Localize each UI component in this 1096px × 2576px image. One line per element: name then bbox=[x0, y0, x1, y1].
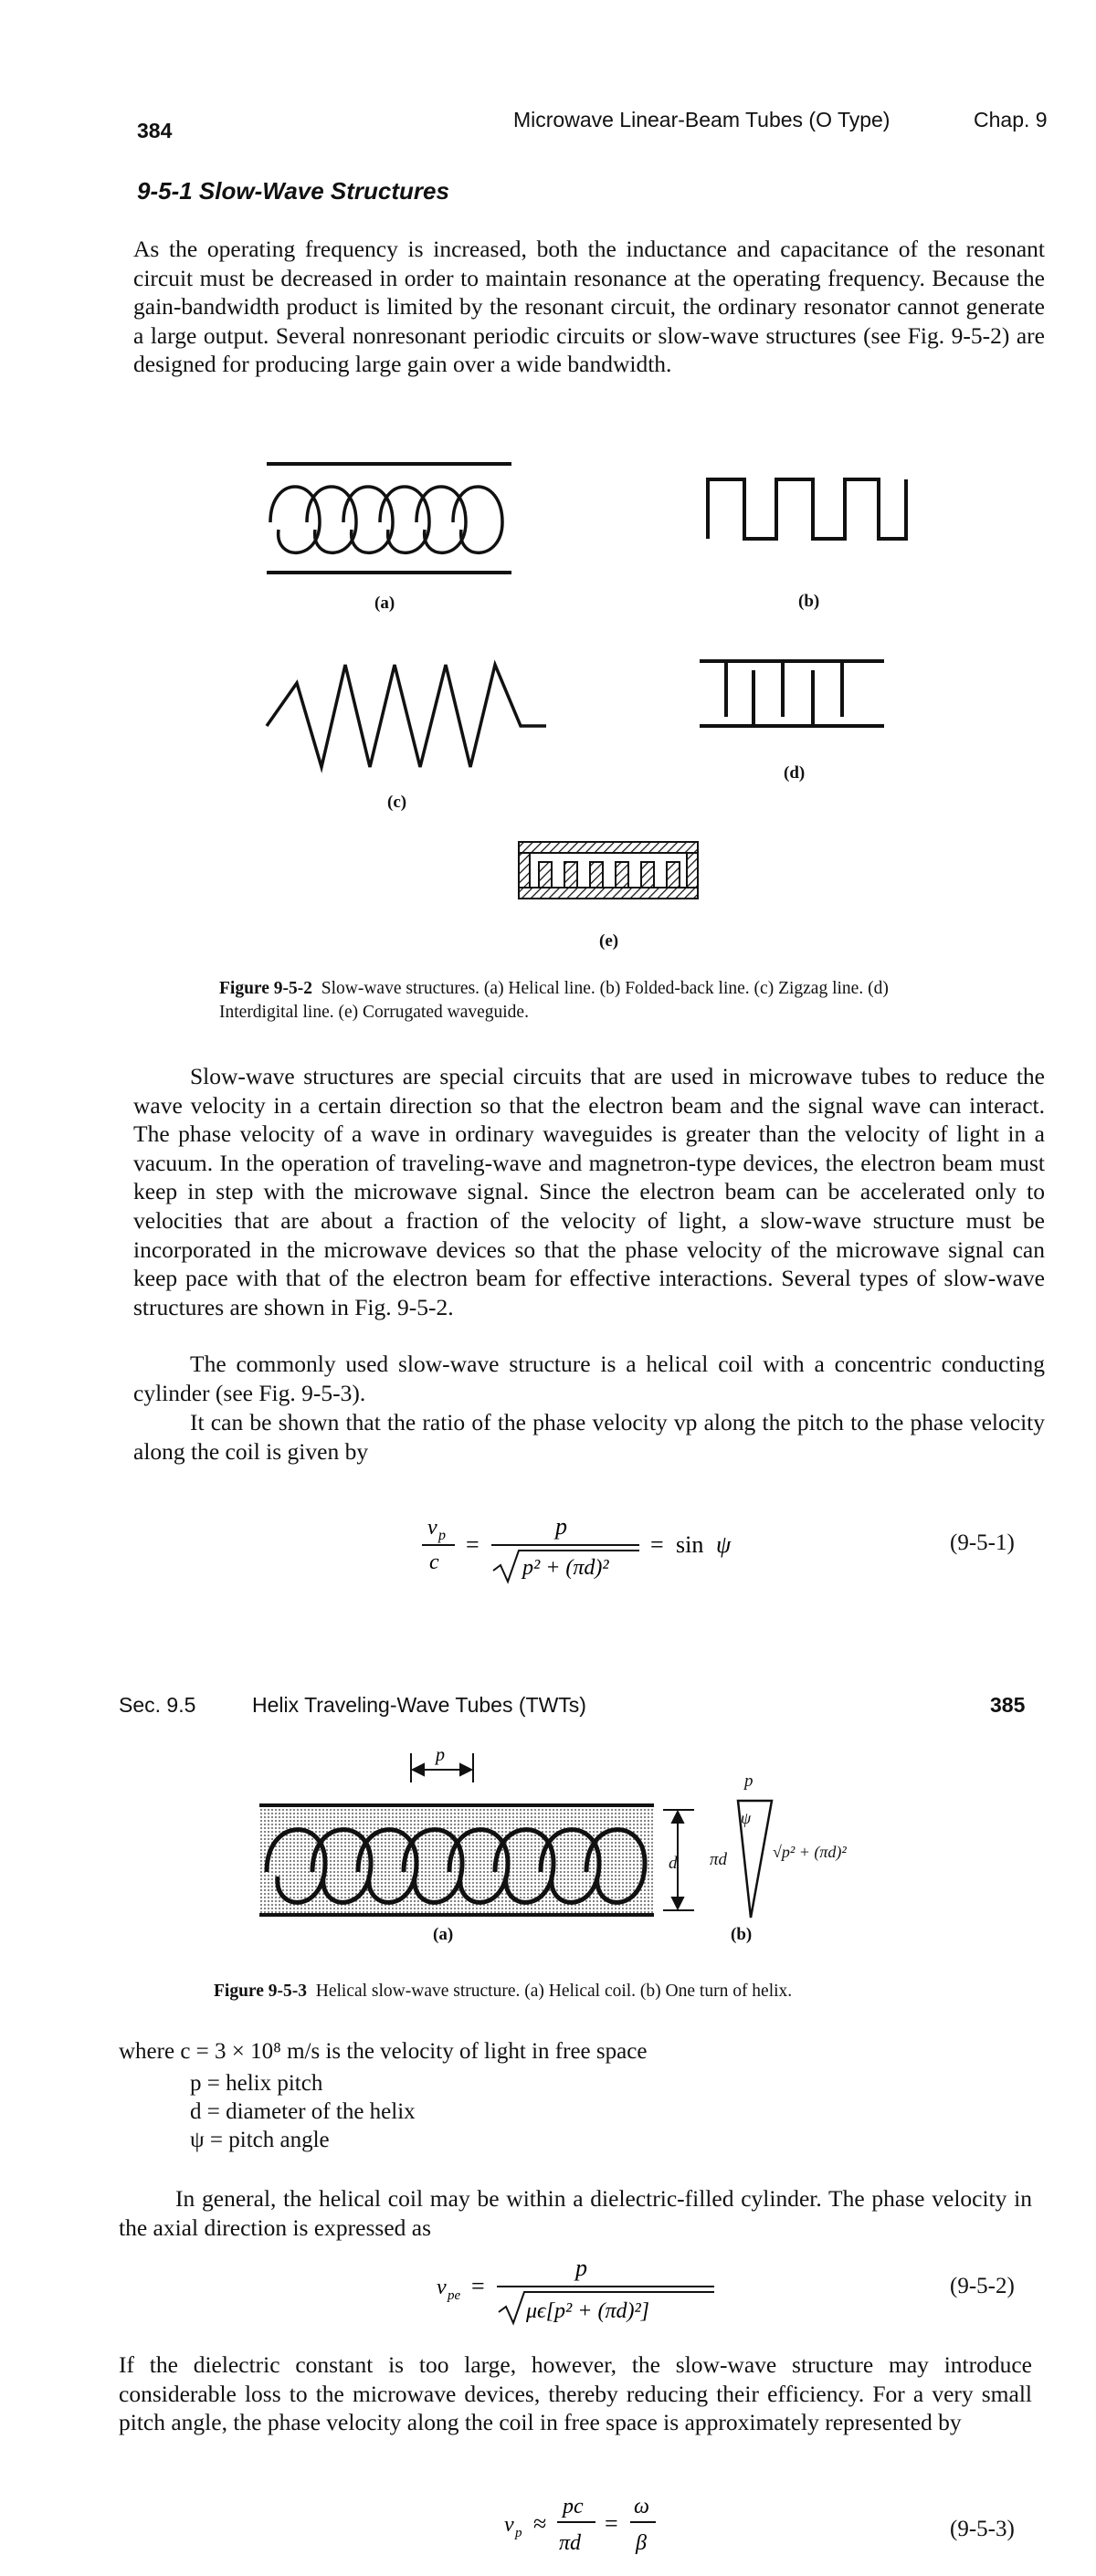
chapter-label: Chap. 9 bbox=[974, 108, 1048, 131]
where-line: where c = 3 × 10⁸ m/s is the velocity of light in free space bbox=[119, 2039, 648, 2064]
svg-text:=: = bbox=[605, 2510, 618, 2537]
svg-text:≈: ≈ bbox=[533, 2510, 547, 2537]
pitch-angle-label: ψ bbox=[741, 1809, 752, 1827]
caption-lead: Figure 9-5-2 bbox=[219, 979, 312, 998]
caption-lead-2: Figure 9-5-3 bbox=[214, 1982, 307, 2001]
figure-caption-2 bbox=[214, 1980, 999, 2003]
helical-line-drawing bbox=[267, 464, 511, 573]
diameter-label: d bbox=[669, 1854, 678, 1873]
triangle-circumference-label: πd bbox=[710, 1850, 728, 1869]
body-paragraph-1: Slow-wave structures are special circuits that are used in microwave tubes to reduce the wave velocity in a certain direction so that the electron beam and the signal wave can interact. The phase velocity of a wave in ordinary waveguides is greater than the velocity of light in a vacuum. In the operation of traveling-wave and magnetron-type devices, the electron beam must keep in step with the microwave signal. Since the electron beam can be accelerated only to velocities that are about a fraction of the velocity of light, a slow-wave structure must be incorporated in the microwave devices so that the phase velocity of the microwave signal can keep pace with that of the electron beam for effective interactions. Several types of slow-wave structures are shown in Fig. 9-5-2. bbox=[133, 1063, 1045, 1320]
running-title-2: Helix Traveling-Wave Tubes (TWTs) bbox=[252, 1693, 586, 1717]
svg-text:ω: ω bbox=[634, 2495, 649, 2518]
folded-back-line-drawing bbox=[708, 479, 906, 539]
svg-text:p: p bbox=[555, 1513, 567, 1540]
fig-label-d: (d) bbox=[784, 763, 806, 783]
section-label: Sec. 9.5 bbox=[119, 1693, 196, 1717]
equation-number-2: (9-5-2) bbox=[950, 2274, 1015, 2298]
section-heading: 9-5-1 Slow-Wave Structures bbox=[137, 177, 449, 205]
caption-text: Slow-wave structures. (a) Helical line. (b) Folded-back line. (c) Zigzag line. (d) Interdigital line. (e) Corrugated waveguide. bbox=[219, 979, 889, 1022]
svg-text:=: = bbox=[650, 1531, 664, 1558]
svg-text:β: β bbox=[636, 2531, 647, 2555]
svg-text:ψ: ψ bbox=[716, 1531, 732, 1558]
body-paragraph-4: In general, the helical coil may be within a dielectric-filled cylinder. The phase velocity in the axial direction is expressed as bbox=[119, 2185, 1032, 2241]
svg-text:p: p bbox=[515, 2526, 522, 2540]
definition-diameter: d = diameter of the helix bbox=[190, 2099, 416, 2124]
equation-9-5-1-formula bbox=[411, 1509, 758, 1591]
svg-text:pe: pe bbox=[448, 2288, 461, 2303]
fig-label-a: (a) bbox=[374, 594, 395, 613]
definition-angle: ψ = pitch angle bbox=[190, 2128, 330, 2152]
svg-text:μϵ[p² + (πd)²]: μϵ[p² + (πd)²] bbox=[526, 2299, 649, 2323]
fig-label-e: (e) bbox=[599, 931, 619, 951]
hypotenuse-label: √p² + (πd)² bbox=[773, 1843, 847, 1861]
svg-text:c: c bbox=[429, 1551, 439, 1574]
figure-caption bbox=[219, 977, 968, 1025]
svg-text:v: v bbox=[437, 2276, 447, 2299]
caption-text-2: Helical slow-wave structure. (a) Helical coil. (b) One turn of helix. bbox=[315, 1982, 793, 2001]
helical-structure-drawing bbox=[0, 1735, 1096, 1963]
fig2-label-b: (b) bbox=[731, 1925, 753, 1944]
body-paragraph-5: If the dielectric constant is too large, however, the slow-wave structure may introduce considerable loss to the microwave devices, thereby reducing their efficiency. For a very small pitch angle, the phase velocity along the coil in free space is approximately represented by bbox=[119, 2351, 1032, 2436]
svg-text:p: p bbox=[575, 2255, 587, 2281]
triangle-pitch-label: p bbox=[744, 1772, 754, 1791]
svg-text:sin: sin bbox=[676, 1531, 704, 1558]
equation-number-3: (9-5-3) bbox=[950, 2517, 1015, 2541]
page-number-2: 385 bbox=[990, 1693, 1026, 1717]
intro-paragraph: As the operating frequency is increased, both the inductance and capacitance of the resonant circuit must be decreased in order to maintain resonance at the operating frequency. Because the gain-bandwidth product is limited by the resonant circuit, the ordinary resonator cannot generate a large output. Several nonresonant periodic circuits or slow-wave structures (see Fig. 9-5-2) are designed for producing large gain over a wide bandwidth. bbox=[133, 236, 1045, 378]
fig-label-b: (b) bbox=[798, 592, 820, 611]
slow-wave-structures-drawing bbox=[0, 0, 1096, 1004]
svg-text:p: p bbox=[438, 1528, 446, 1543]
definition-pitch: p = helix pitch bbox=[190, 2071, 323, 2096]
svg-text:=: = bbox=[466, 1531, 480, 1558]
zigzag-line-drawing bbox=[267, 665, 546, 767]
running-title: Microwave Linear-Beam Tubes (O Type) bbox=[513, 108, 890, 131]
svg-text:p² + (πd)²: p² + (πd)² bbox=[522, 1556, 609, 1580]
svg-text:p: p bbox=[436, 1745, 445, 1765]
svg-text:=: = bbox=[471, 2273, 485, 2299]
equation-9-5-3-formula bbox=[501, 2484, 683, 2566]
equation-9-5-2-formula bbox=[429, 2248, 740, 2330]
page-number: 384 bbox=[137, 119, 173, 142]
equation-number: (9-5-1) bbox=[950, 1530, 1015, 1555]
svg-text:v: v bbox=[504, 2513, 514, 2537]
fig2-label-a: (a) bbox=[433, 1925, 454, 1944]
body-paragraph-2: The commonly used slow-wave structure is a helical coil with a concentric conducting cylinder (see Fig. 9-5-3). bbox=[133, 1351, 1045, 1406]
svg-text:pc: pc bbox=[563, 2495, 584, 2518]
svg-text:πd: πd bbox=[559, 2531, 582, 2555]
fig-label-c: (c) bbox=[387, 793, 407, 812]
body-paragraph-3: It can be shown that the ratio of the phase velocity vp along the pitch to the phase velocity along the coil is given by bbox=[133, 1409, 1045, 1465]
svg-text:v: v bbox=[427, 1516, 437, 1540]
interdigital-line-drawing bbox=[700, 661, 884, 726]
definitions-list bbox=[190, 2069, 416, 2154]
corrugated-waveguide-drawing bbox=[519, 842, 698, 899]
